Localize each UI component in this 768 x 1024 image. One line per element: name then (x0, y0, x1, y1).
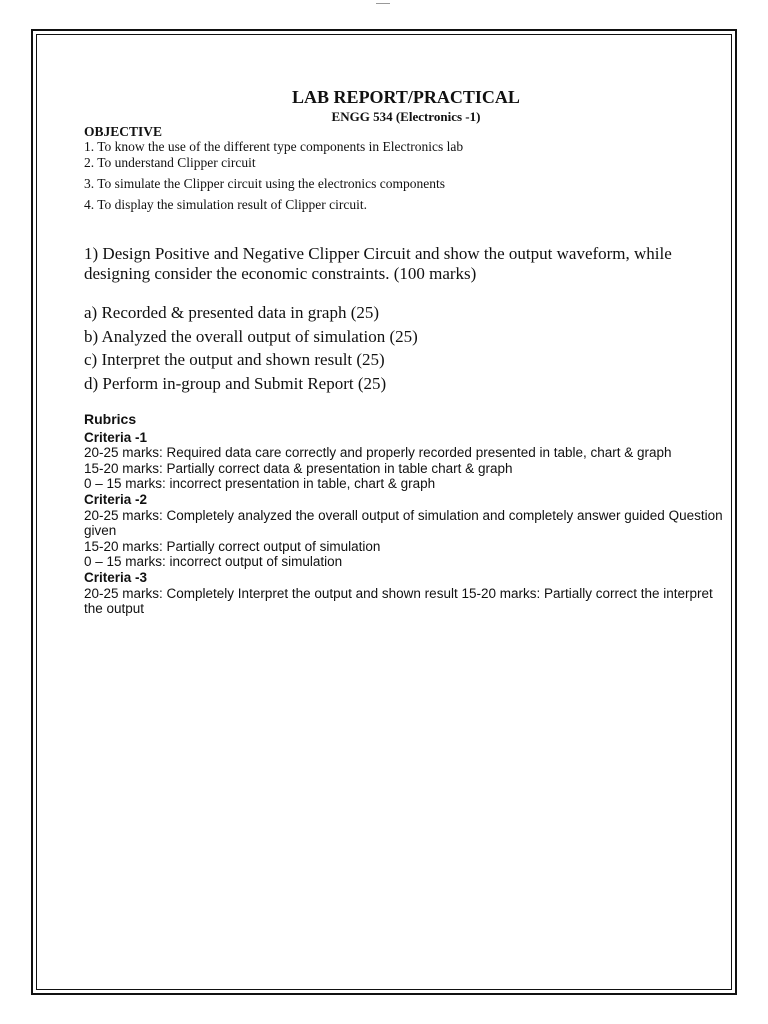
criteria-label: Criteria -3 (84, 569, 148, 585)
question-part: a) Recorded & presented data in graph (25) (84, 303, 380, 322)
criteria-label: Criteria -1 (84, 429, 148, 445)
question-part: b) Analyzed the overall output of simulation (25) (84, 327, 418, 346)
criteria-line: 0 – 15 marks: incorrect output of simulation (84, 554, 343, 570)
question-text: 1) Design Positive and Negative Clipper Circuit and show the output waveform, while designing consider the economic constraints. (100 marks) (84, 244, 672, 283)
criteria-line: 15-20 marks: Partially correct data & presentation in table chart & graph (84, 460, 513, 476)
page-top-mark (376, 0, 390, 4)
document-title: LAB REPORT/PRACTICAL (292, 87, 520, 107)
criteria-line: 20-25 marks: Completely analyzed the overall output of simulation and completely answer guided Question given (84, 507, 723, 539)
objective-item: 3. To simulate the Clipper circuit using the electronics components (84, 176, 445, 191)
question-part: d) Perform in-group and Submit Report (25) (84, 374, 387, 393)
objective-heading: OBJECTIVE (84, 124, 163, 139)
objective-item: 4. To display the simulation result of Clipper circuit. (84, 197, 368, 212)
criteria-line: 15-20 marks: Partially correct output of simulation (84, 538, 381, 554)
course-code: ENGG 534 (Electronics -1) (331, 109, 481, 124)
rubrics-heading: Rubrics (84, 411, 137, 427)
criteria-line: 20-25 marks: Required data care correctly and properly recorded presented in table, chart & graph (84, 445, 672, 461)
objective-item: 1. To know the use of the different type components in Electronics lab (84, 139, 464, 154)
rubrics-section (84, 412, 724, 617)
question-part: c) Interpret the output and shown result (25) (84, 350, 385, 369)
criteria-label: Criteria -2 (84, 491, 148, 507)
criteria-line: 0 – 15 marks: incorrect presentation in table, chart & graph (84, 476, 436, 492)
objective-item: 2. To understand Clipper circuit (84, 155, 256, 170)
criteria-line: 20-25 marks: Completely Interpret the output and shown result 15-20 marks: Partially correct the interpret the output (84, 585, 713, 617)
